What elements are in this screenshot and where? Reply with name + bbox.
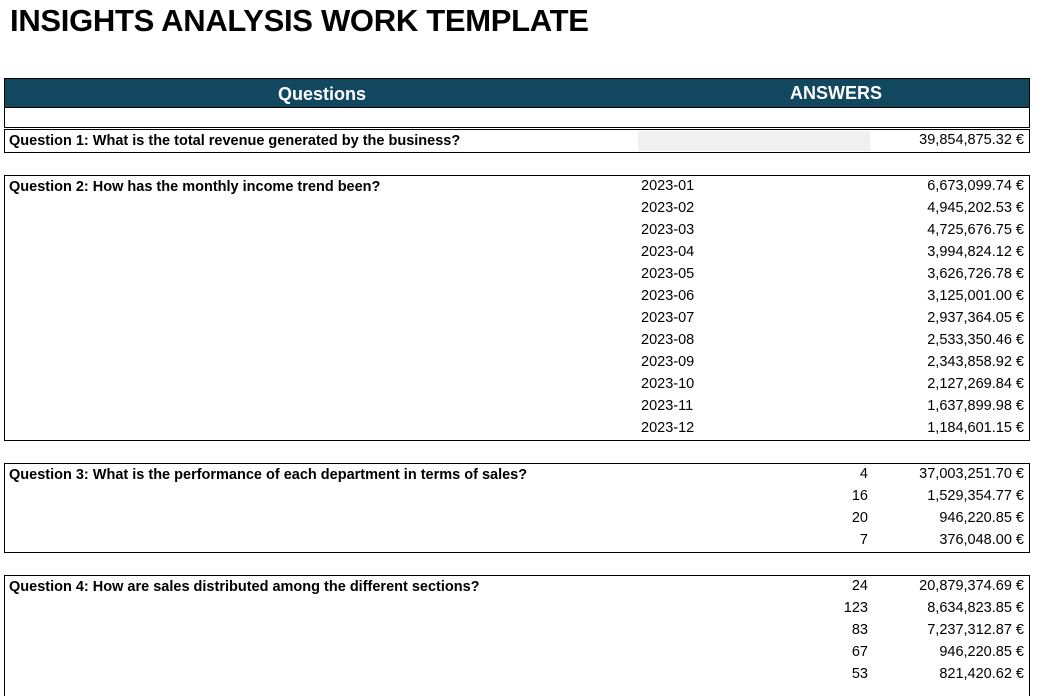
table-row — [5, 242, 1029, 264]
department-value[interactable]: 1,529,354.77 € — [927, 488, 1024, 504]
month-value[interactable]: 3,626,726.78 € — [927, 266, 1024, 282]
month-value[interactable]: 4,725,676.75 € — [927, 222, 1024, 238]
department-label[interactable]: 16 — [851, 488, 868, 504]
month-label[interactable]: 2023-08 — [641, 332, 695, 348]
month-label[interactable]: 2023-01 — [641, 178, 695, 194]
section-value[interactable]: 20,879,374.69 € — [919, 578, 1024, 594]
table-row — [5, 374, 1029, 396]
question-3-text: Question 3: What is the performance of each department in terms of sales? — [9, 467, 528, 483]
table-row — [5, 176, 1029, 198]
department-label[interactable]: 7 — [859, 532, 868, 548]
department-value[interactable]: 37,003,251.70 € — [919, 466, 1024, 482]
month-value[interactable]: 2,937,364.05 € — [927, 310, 1024, 326]
month-label[interactable]: 2023-09 — [641, 354, 695, 370]
month-value[interactable]: 2,343,858.92 € — [927, 354, 1024, 370]
question-2-block — [4, 175, 1030, 441]
month-label[interactable]: 2023-07 — [641, 310, 695, 326]
section-label[interactable]: 53 — [851, 666, 868, 682]
table-row — [5, 352, 1029, 374]
table-row — [5, 598, 1029, 620]
month-value[interactable]: 4,945,202.53 € — [927, 200, 1024, 216]
section-label[interactable]: 67 — [851, 644, 868, 660]
month-value[interactable]: 1,184,601.15 € — [927, 420, 1024, 436]
section-label[interactable]: 83 — [851, 622, 868, 638]
month-value[interactable]: 6,673,099.74 € — [927, 178, 1024, 194]
section-label[interactable]: 123 — [843, 600, 868, 616]
table-row — [5, 264, 1029, 286]
question-2-text: Question 2: How has the monthly income trend been? — [9, 179, 381, 195]
table-row — [5, 220, 1029, 242]
month-value[interactable]: 1,637,899.98 € — [927, 398, 1024, 414]
table-header — [4, 78, 1030, 108]
table-row — [5, 642, 1029, 664]
month-label[interactable]: 2023-11 — [641, 398, 694, 414]
question-3-block — [4, 463, 1030, 553]
table-row — [5, 286, 1029, 308]
month-label[interactable]: 2023-06 — [641, 288, 695, 304]
department-label[interactable]: 4 — [859, 466, 868, 482]
total-revenue-value[interactable]: 39,854,875.32 € — [919, 132, 1024, 148]
month-label[interactable]: 2023-03 — [641, 222, 695, 238]
table-row — [5, 464, 1029, 486]
table-row — [5, 620, 1029, 642]
month-value[interactable]: 2,127,269.84 € — [927, 376, 1024, 392]
month-label[interactable]: 2023-10 — [641, 376, 695, 392]
month-label[interactable]: 2023-05 — [641, 266, 695, 282]
table-row — [5, 330, 1029, 352]
month-label[interactable]: 2023-02 — [641, 200, 695, 216]
question-1-answer-row — [5, 130, 1029, 152]
department-value[interactable]: 376,048.00 € — [939, 532, 1024, 548]
month-value[interactable]: 2,533,350.46 € — [927, 332, 1024, 348]
department-label[interactable]: 20 — [851, 510, 868, 526]
table-row — [5, 530, 1029, 552]
question-4-text: Question 4: How are sales distributed among the different sections? — [9, 579, 480, 595]
table-row — [5, 664, 1029, 686]
answers-header: ANSWERS — [790, 83, 883, 103]
department-value[interactable]: 946,220.85 € — [939, 510, 1024, 526]
month-label[interactable]: 2023-04 — [641, 244, 695, 260]
question-4-block — [4, 575, 1030, 696]
section-value[interactable]: 7,237,312.87 € — [927, 622, 1024, 638]
page-title: INSIGHTS ANALYSIS WORK TEMPLATE — [10, 3, 589, 38]
questions-header: Questions — [278, 84, 367, 104]
question-1-text: Question 1: What is the total revenue generated by the business? — [9, 133, 461, 149]
table-row — [5, 198, 1029, 220]
month-value[interactable]: 3,994,824.12 € — [927, 244, 1024, 260]
table-row — [5, 418, 1029, 440]
table-row — [5, 396, 1029, 418]
section-value[interactable]: 8,634,823.85 € — [927, 600, 1024, 616]
question-1-block — [4, 129, 1030, 153]
month-label[interactable]: 2023-12 — [641, 420, 695, 436]
table-row — [5, 308, 1029, 330]
section-label[interactable]: 24 — [851, 578, 868, 594]
table-row — [5, 576, 1029, 598]
section-value[interactable]: 821,420.62 € — [939, 666, 1024, 682]
section-value[interactable]: 946,220.85 € — [939, 644, 1024, 660]
table-row — [5, 486, 1029, 508]
month-value[interactable]: 3,125,001.00 € — [927, 288, 1024, 304]
table-row — [5, 508, 1029, 530]
empty-row — [4, 107, 1030, 128]
